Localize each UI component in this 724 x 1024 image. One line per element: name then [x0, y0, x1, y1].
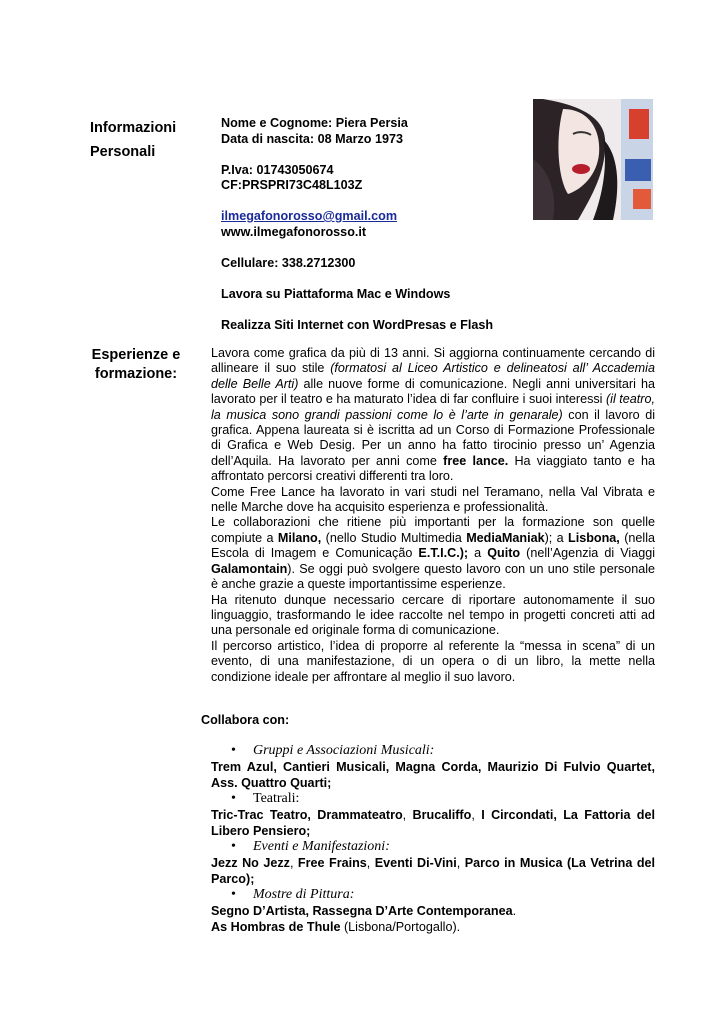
bullet-icon: • — [231, 839, 236, 854]
piva-line: P.Iva: 01743050674 — [221, 162, 334, 177]
text-span: con il lavoro di grafica. Appena laureata si è iscritta ad un Corso di Formazione Professionale di Grafica e Web Desig. Per un anno ha fatto tirocinio presso un’ Agenzia dell’Aquila. Ha lavorato per anni come — [211, 407, 655, 468]
text-span: a — [468, 546, 488, 561]
category-label: Gruppi e Associazioni Musicali: — [253, 743, 435, 758]
experience-paragraph-2: Come Free Lance ha lavorato in vari studi nel Teramano, nella Val Vibrata e nelle Marche dove ha acquisito esperienza e professionalità. — [211, 484, 655, 515]
text-span: , — [471, 808, 482, 822]
collabora-title: Collabora con: — [201, 713, 290, 727]
text-span: Ha viaggiato tanto e ha affrontato percorsi creativi differenti tra loro. — [211, 453, 655, 484]
profile-photo-image — [533, 99, 653, 220]
text-span-bold: Quito — [487, 546, 521, 561]
name-line: Nome e Cognome: Piera Persia — [221, 116, 408, 130]
text-span-bold: I Circondati, La Fattoria del Libero Pensiero; — [211, 808, 656, 838]
experience-paragraph-3 — [211, 515, 655, 592]
text-span: , — [402, 808, 413, 822]
collab-list-events — [211, 855, 655, 887]
text-span-bold: free lance. — [443, 453, 509, 468]
collab-category-theatre — [211, 791, 655, 807]
text-span: alle nuove forme di comunicazione. Negli anni universitari ha lavorato per il teatro e ha maturato l’idea di far confluire i suoi interessi — [211, 376, 655, 407]
experience-paragraph-1 — [211, 346, 655, 485]
section-label-personal-line1: Informazioni — [90, 120, 177, 136]
section-label-experience-line2: formazione: — [94, 366, 178, 382]
category-label: Eventi e Manifestazioni: — [253, 839, 390, 854]
cf-line: CF:PRSPRI73C48L103Z — [221, 178, 363, 192]
birth-line: Data di nascita: 08 Marzo 1973 — [221, 131, 403, 146]
collabora-list — [211, 743, 655, 935]
text-span: , — [289, 856, 298, 870]
text-span-bold: Parco in Musica (La Vetrina del Parco); — [211, 856, 656, 886]
text-span-bold: Tric-Trac Teatro, Drammateatro — [211, 808, 403, 822]
experience-paragraph-5: Il percorso artistico, l’idea di proporre al referente la “messa in scena” di un evento, di una manifestazione, di un opera o di un libro, la mette nella condizione ideale per affrontare al meglio il suo lavoro. — [211, 638, 655, 684]
bullet-icon: • — [231, 743, 236, 758]
text-span: (nello Studio Multimedia — [321, 530, 467, 545]
category-label: Teatrali: — [253, 791, 300, 806]
text-span-bold: Milano, — [277, 530, 322, 545]
collab-category-events — [211, 839, 655, 855]
bullet-icon: • — [231, 887, 236, 902]
profile-photo — [533, 99, 653, 220]
text-span: Le collaborazioni che ritiene più importanti per la formazione son quelle compiute a — [211, 515, 655, 545]
text-span-bold: Brucaliffo — [412, 808, 472, 822]
category-label: Mostre di Pittura: — [253, 887, 355, 902]
section-label-personal-line2: Personali — [90, 144, 156, 160]
text-span-bold: Galamontain — [211, 561, 288, 576]
section-label-personal — [90, 116, 176, 164]
experience-paragraph-4: Ha ritenuto dunque necessario cercare di riportare autonomamente il suo linguaggio, trasformando le idee raccolte nel tempo in progetti concreti atti ad una personale ed originale forma di comunicazione. — [211, 592, 655, 638]
email-link[interactable]: ilmegafonorosso@gmail.com — [221, 209, 398, 223]
collab-list-painting-2 — [211, 919, 655, 935]
text-span: (nell’Agenzia di Viaggi — [520, 546, 655, 561]
website-link[interactable]: www.ilmegafonorosso.it — [221, 224, 367, 239]
section-label-experience — [88, 346, 184, 384]
collab-list-music: Trem Azul, Cantieri Musicali, Magna Corda, Maurizio Di Fulvio Quartet, Ass. Quattro Quarti; — [211, 760, 655, 790]
text-span-bold: Segno D’Artista, Rassegna D’Arte Contemporanea — [211, 904, 513, 918]
text-span-bold: MediaManiak — [466, 530, 545, 545]
collab-list-painting-1 — [211, 903, 655, 919]
text-span-bold: Free Frains — [297, 856, 367, 870]
text-span: (nella Escola di Imagem e Comunicação — [211, 530, 655, 561]
text-span: . — [512, 904, 517, 918]
text-span: , — [456, 856, 465, 870]
collab-list-theatre — [211, 807, 655, 839]
text-span: (Lisbona/Portogallo). — [340, 920, 461, 934]
text-span-bold: As Hombras de Thule — [211, 920, 341, 934]
bullet-icon: • — [231, 791, 236, 806]
sites-line: Realizza Siti Internet con WordPresas e Flash — [221, 317, 494, 332]
section-label-experience-line1: Esperienze e — [91, 347, 181, 363]
collab-category-painting — [211, 887, 655, 903]
collab-category-music — [211, 743, 655, 759]
personal-info — [221, 116, 521, 333]
text-span-italic: (formatosi al Liceo Artistico e delineatosi all’ Accademia delle Belle Arti) — [211, 361, 655, 391]
phone-line: Cellulare: 338.2712300 — [221, 255, 356, 270]
platform-line: Lavora su Piattaforma Mac e Windows — [221, 286, 451, 301]
text-span-bold: Lisbona, — [568, 530, 620, 545]
text-span-bold: Jezz No Jezz — [211, 856, 290, 870]
text-span: , — [366, 856, 375, 870]
text-span: ); a — [544, 530, 569, 545]
experience-text — [211, 346, 655, 685]
text-span-bold: Eventi Di-Vini — [374, 856, 457, 870]
text-span: Lavora come grafica da più di 13 anni. Si aggiorna continuamente cercando di allineare il suo stile — [211, 346, 655, 376]
text-span: ). Se oggi può svolgere questo lavoro con un uno stile personale è anche grazie a queste importantissime esperienze. — [211, 561, 655, 592]
text-span-italic: (il teatro, la musica sono grandi passioni come lo è l’arte in genarale) — [211, 392, 655, 422]
text-span-bold: E.T.I.C.); — [418, 546, 469, 561]
